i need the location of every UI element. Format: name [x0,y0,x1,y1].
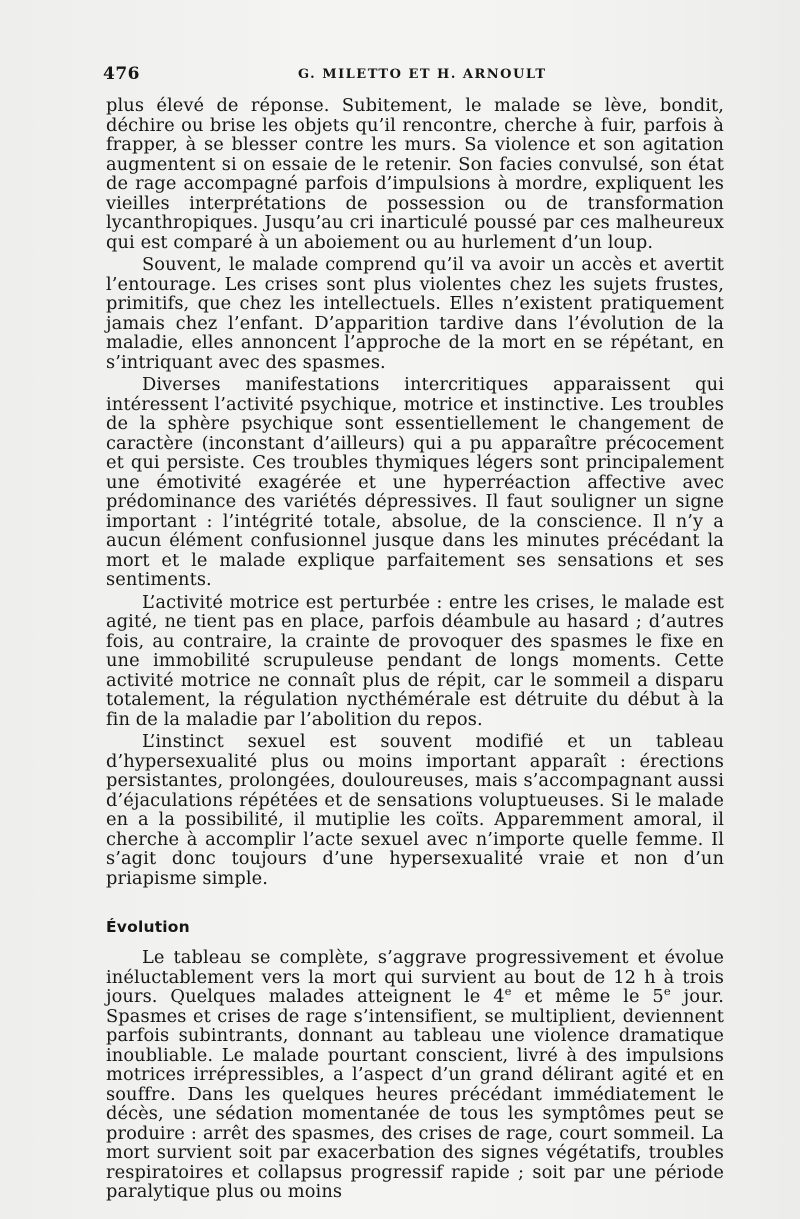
superscript-e: e [504,984,512,999]
paragraph-instinct-sexuel: L’instinct sexuel est souvent modifié et un tableau d’hypersexualité plus ou moins important apparaît : érections persistantes, prolongées, douloureuses, mais s’accompagnant aussi d’éjaculations répétées et de sensations voluptueuses. Si le malade en a la possibilité, il mutiplie les coïts. Apparemment amoral, il cherche à accomplir l’acte sexuel avec n’importe quelle femme. Il s’agit donc toujours d’une hypersexualité vraie et non d’un priapisme simple. [106,731,724,889]
evolution-text-part3: jour. Spasmes et crises de rage s’intensifient, se multiplient, deviennent parfois subintrants, donnant au tableau une violence dramatique inoubliable. Le malade pourtant conscient, livré à des impulsions motrices irrépressibles, a l’aspect d’un grand délirant agité et en souffre. Dans les quelques heures précédant immédiatement le décès, une sédation momentanée de tous les symptômes peut se produire : arrêt des spasmes, des crises de rage, court sommeil. La mort survient soit par exacerbation des signes végétatifs, troubles respiratoires et collapsus progressif rapide ; soit par une période paralytique plus ou moins [106,986,724,1202]
paragraph-manifestations: Diverses manifestations intercritiques apparaissent qui intéressent l’activité psychique, motrice et instinctive. Les troubles de la sphère psychique sont essentiellement le changement de caractère (inconstant d’ailleurs) qui a pu apparaître précocement et qui persiste. Ces troubles thymiques légers sont principalement une émotivité exagérée et une hyperréaction affective avec prédominance des variétés dépressives. Il faut souligner un signe important : l’intégrité totale, absolue, de la conscience. Il n’y a aucun élément confusionnel jusque dans les minutes précédant la mort et le malade explique parfaitement ses sensations et ses sentiments. [106,374,724,590]
running-title-authors: G. MILETTO ET H. ARNOULT [298,67,547,82]
evolution-text-part2: et même le 5 [511,986,664,1007]
section-heading-evolution: Évolution [106,918,190,936]
superscript-e: e [663,984,671,999]
page-number: 476 [103,64,140,84]
paragraph-activite-motrice: L’activité motrice est perturbée : entre les crises, le malade est agité, ne tient pas en place, parfois déambule au hasard ; d’autres fois, au contraire, la crainte de provoquer des spasmes le fixe en une immobilité scrupuleuse pendant de longs moments. Cette activité motrice ne connaît plus de répit, car le sommeil a disparu totalement, la régulation nycthémérale est détruite du début à la fin de la maladie par l’abolition du repos. [106,591,724,730]
paragraph-evolution [106,948,724,1202]
paragraph-continuation: plus élevé de réponse. Subitement, le malade se lève, bondit, déchire ou brise les objets qu’il rencontre, cherche à fuir, parfois à frapper, à se blesser contre les murs. Sa violence et son agitation augmentent si on essaie de le retenir. Son facies convulsé, son état de rage accompagné parfois d’impulsions à mordre, expliquent les vieilles interprétations de possession ou de transformation lycanthropiques. Jusqu’au cri inarticulé poussé par ces malheureux qui est comparé à un aboiement ou au hurlement d’un loup. [106,95,724,253]
body-text [106,96,724,1202]
paragraph-crises: Souvent, le malade comprend qu’il va avoir un accès et avertit l’entourage. Les crises sont plus violentes chez les sujets frustes, primitifs, que chez les intellectuels. Elles n’existent pratiquement jamais chez l’enfant. D’apparition tardive dans l’évolution de la maladie, elles annoncent l’approche de la mort en se répétant, en s’intriquant avec des spasmes. [106,254,724,373]
evolution-text-part1: Le tableau se complète, s’aggrave progressivement et évolue inéluctablement vers la mort qui survient au bout de 12 h à trois jours. Quelques malades atteignent le 4 [106,947,724,1007]
running-header [103,64,723,88]
